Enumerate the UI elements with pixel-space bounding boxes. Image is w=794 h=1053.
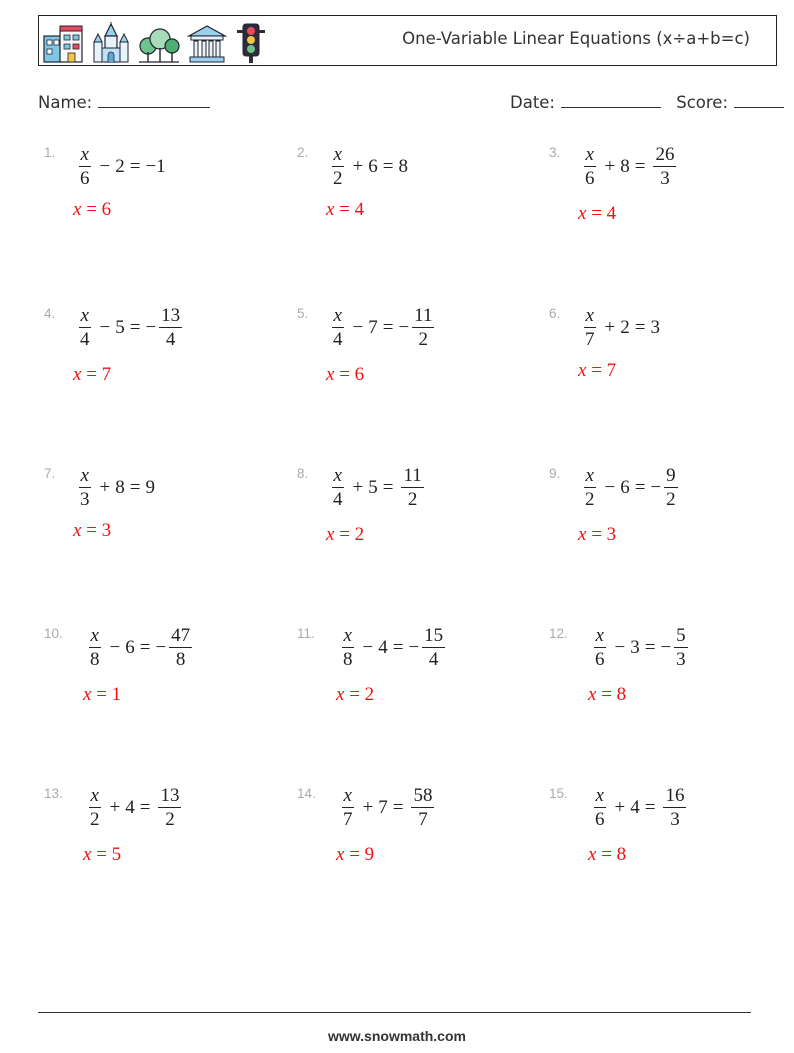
rhs-sign: −	[408, 636, 420, 658]
rhs-fraction	[663, 786, 686, 829]
answer-value: = 8	[596, 684, 627, 705]
problem-number: 2.	[297, 145, 309, 160]
operator: +	[352, 155, 364, 177]
lhs-fraction	[331, 145, 345, 188]
variable-x: x	[333, 305, 342, 326]
problem-item	[549, 626, 789, 746]
variable-x: x	[585, 465, 594, 486]
lhs-fraction	[331, 466, 345, 509]
trees-icon	[137, 22, 181, 64]
operator: +	[352, 476, 364, 498]
problem-number: 13.	[44, 786, 63, 801]
problem-item	[297, 626, 537, 746]
lhs-denominator: 6	[595, 809, 605, 830]
answer-value: = 1	[91, 684, 122, 705]
equation	[85, 786, 184, 829]
rhs-fraction	[411, 786, 434, 829]
constant-b: 4	[630, 796, 640, 818]
constant-b: 2	[620, 316, 630, 338]
rhs-numerator: 13	[160, 785, 180, 806]
operator: −	[99, 316, 111, 338]
answer-variable: x	[578, 360, 587, 381]
constant-b: 8	[620, 155, 630, 177]
problem-number: 1.	[44, 145, 56, 160]
problem-number: 4.	[44, 306, 56, 321]
variable-x: x	[90, 785, 99, 806]
variable-x: x	[343, 785, 352, 806]
problem-number: 14.	[297, 786, 316, 801]
equals-sign: =	[129, 476, 141, 498]
variable-x: x	[595, 625, 604, 646]
constant-b: 5	[368, 476, 378, 498]
date-label: Date:	[510, 93, 555, 112]
lhs-denominator: 6	[585, 168, 595, 189]
answer-variable: x	[578, 524, 587, 545]
equation	[580, 306, 660, 349]
operator: +	[604, 155, 616, 177]
equation	[338, 626, 448, 669]
rhs-denominator: 4	[165, 329, 176, 350]
equals-sign: =	[392, 636, 404, 658]
lhs-fraction	[88, 626, 102, 669]
constant-b: 6	[620, 476, 630, 498]
operator: +	[362, 796, 374, 818]
equation	[75, 145, 166, 188]
variable-x: x	[90, 625, 99, 646]
lhs-fraction	[593, 626, 607, 669]
answer	[73, 364, 111, 386]
problem-item	[297, 786, 537, 906]
equation	[75, 466, 155, 509]
equation	[580, 466, 681, 509]
operator: −	[99, 155, 111, 177]
answer	[578, 524, 616, 546]
lhs-fraction	[583, 145, 597, 188]
equation	[328, 306, 437, 349]
rhs-sign: −	[155, 636, 167, 658]
problem-number: 7.	[44, 466, 56, 481]
rhs-denominator: 4	[428, 649, 439, 670]
problem-number: 15.	[549, 786, 568, 801]
problem-number: 3.	[549, 145, 561, 160]
answer-value: = 4	[586, 203, 617, 224]
answer	[588, 844, 626, 866]
problem-item	[44, 466, 284, 586]
variable-x: x	[80, 144, 89, 165]
rhs-denominator: 8	[175, 649, 186, 670]
problem-item	[297, 466, 537, 586]
lhs-denominator: 2	[90, 809, 100, 830]
lhs-denominator: 4	[333, 489, 343, 510]
rhs-fraction	[674, 626, 688, 669]
problem-item	[44, 145, 284, 265]
constant-b: 7	[368, 316, 378, 338]
answer-variable: x	[73, 364, 82, 385]
problem-item	[44, 626, 284, 746]
lhs-denominator: 2	[585, 489, 595, 510]
rhs-numerator: 58	[413, 785, 433, 806]
rhs-fraction	[169, 626, 192, 669]
rhs-value: 3	[650, 316, 660, 338]
answer-variable: x	[83, 684, 92, 705]
answer-variable: x	[326, 199, 335, 220]
equation	[580, 145, 679, 188]
answer	[73, 520, 111, 542]
rhs-numerator: 11	[414, 305, 433, 326]
rhs-denominator: 3	[676, 649, 686, 670]
lhs-fraction	[341, 786, 355, 829]
equation	[328, 145, 408, 188]
constant-b: 3	[630, 636, 640, 658]
problem-item	[44, 306, 284, 426]
lhs-fraction	[583, 466, 597, 509]
lhs-denominator: 3	[80, 489, 90, 510]
rhs-numerator: 11	[403, 465, 422, 486]
constant-b: 4	[378, 636, 388, 658]
rhs-fraction	[412, 306, 434, 349]
rhs-numerator: 5	[676, 625, 686, 646]
answer	[73, 199, 111, 221]
variable-x: x	[80, 465, 89, 486]
answer-variable: x	[578, 203, 587, 224]
answer-variable: x	[326, 364, 335, 385]
variable-x: x	[585, 305, 594, 326]
answer-value: = 3	[81, 520, 112, 541]
date-score-fields	[510, 93, 784, 112]
lhs-denominator: 6	[80, 168, 90, 189]
operator: +	[614, 796, 626, 818]
operator: +	[604, 316, 616, 338]
answer	[83, 844, 121, 866]
answer-value: = 7	[586, 360, 617, 381]
lhs-fraction	[593, 786, 607, 829]
answer	[83, 684, 121, 706]
answer-value: = 6	[81, 199, 112, 220]
equals-sign: =	[139, 796, 151, 818]
answer-value: = 9	[344, 844, 375, 865]
operator: −	[614, 636, 626, 658]
lhs-fraction	[583, 306, 597, 349]
lhs-denominator: 7	[585, 329, 595, 350]
equation	[75, 306, 185, 349]
constant-b: 6	[368, 155, 378, 177]
problem-number: 9.	[549, 466, 561, 481]
answer	[336, 684, 374, 706]
answer-variable: x	[73, 520, 82, 541]
equals-sign: =	[634, 155, 646, 177]
lhs-fraction	[341, 626, 355, 669]
rhs-denominator: 2	[165, 809, 175, 830]
problem-item	[297, 306, 537, 426]
lhs-fraction	[78, 145, 92, 188]
equals-sign: =	[392, 796, 404, 818]
equals-sign: =	[382, 476, 394, 498]
equals-sign: =	[382, 316, 394, 338]
name-label: Name:	[38, 93, 93, 112]
answer-value: = 8	[596, 844, 627, 865]
variable-x: x	[333, 465, 342, 486]
rhs-denominator: 2	[418, 329, 429, 350]
rhs-numerator: 47	[171, 625, 191, 646]
rhs-value: 8	[398, 155, 408, 177]
lhs-denominator: 8	[343, 649, 353, 670]
answer-value: = 2	[344, 684, 375, 705]
rhs-numerator: 16	[665, 785, 685, 806]
equals-sign: =	[129, 155, 141, 177]
lhs-denominator: 8	[90, 649, 100, 670]
answer-variable: x	[83, 844, 92, 865]
answer	[588, 684, 626, 706]
problem-number: 8.	[297, 466, 309, 481]
operator: −	[109, 636, 121, 658]
constant-b: 8	[115, 476, 125, 498]
answer-value: = 4	[334, 199, 365, 220]
constant-b: 6	[125, 636, 135, 658]
rhs-fraction	[158, 786, 181, 829]
constant-b: 5	[115, 316, 125, 338]
problem-number: 10.	[44, 626, 63, 641]
rhs-fraction	[159, 306, 182, 349]
footer-divider	[38, 1012, 751, 1013]
lhs-fraction	[78, 466, 92, 509]
church-icon	[91, 22, 131, 64]
operator: −	[362, 636, 374, 658]
problem-number: 11.	[297, 626, 315, 641]
answer	[326, 199, 364, 221]
header-icons	[43, 20, 269, 64]
worksheet-header	[38, 15, 777, 66]
buildings-icon	[43, 22, 85, 64]
rhs-sign: −	[650, 476, 662, 498]
answer	[326, 364, 364, 386]
variable-x: x	[333, 144, 342, 165]
lhs-fraction	[331, 306, 345, 349]
answer-value: = 5	[91, 844, 122, 865]
operator: −	[352, 316, 364, 338]
lhs-fraction	[88, 786, 102, 829]
name-blank[interactable]	[98, 93, 210, 108]
rhs-denominator: 3	[670, 809, 680, 830]
rhs-denominator: 7	[418, 809, 428, 830]
traffic-light-icon	[233, 22, 269, 64]
equation	[85, 626, 195, 669]
equals-sign: =	[382, 155, 394, 177]
equals-sign: =	[129, 316, 141, 338]
equals-sign: =	[644, 796, 656, 818]
variable-x: x	[343, 625, 352, 646]
name-field[interactable]	[38, 93, 210, 112]
lhs-denominator: 4	[333, 329, 343, 350]
lhs-fraction	[78, 306, 92, 349]
answer-value: = 6	[334, 364, 365, 385]
equals-sign: =	[634, 316, 646, 338]
answer-value: = 2	[334, 524, 365, 545]
equation	[590, 626, 691, 669]
rhs-sign: −	[145, 316, 157, 338]
constant-b: 2	[115, 155, 125, 177]
equation	[338, 786, 437, 829]
answer-variable: x	[73, 199, 82, 220]
problem-item	[549, 786, 789, 906]
rhs-fraction	[653, 145, 676, 188]
rhs-fraction	[664, 466, 678, 509]
problem-item	[297, 145, 537, 265]
answer	[578, 360, 616, 382]
answer-variable: x	[326, 524, 335, 545]
rhs-denominator: 2	[407, 489, 418, 510]
answer-value: = 3	[586, 524, 617, 545]
equals-sign: =	[634, 476, 646, 498]
lhs-denominator: 6	[595, 649, 605, 670]
variable-x: x	[585, 144, 594, 165]
problem-item	[549, 306, 789, 426]
problem-item	[549, 145, 789, 265]
operator: +	[99, 476, 111, 498]
answer	[326, 524, 364, 546]
rhs-numerator: 9	[666, 465, 676, 486]
answer-variable: x	[588, 844, 597, 865]
footer-url[interactable]: www.snowmath.com	[328, 1028, 466, 1044]
lhs-denominator: 2	[333, 168, 343, 189]
rhs-sign: −	[398, 316, 410, 338]
problem-number: 6.	[549, 306, 561, 321]
score-label: Score:	[676, 93, 729, 112]
rhs-fraction	[401, 466, 423, 509]
rhs-sign: −	[660, 636, 672, 658]
rhs-denominator: 3	[660, 168, 670, 189]
rhs-denominator: 2	[666, 489, 676, 510]
answer	[336, 844, 374, 866]
lhs-denominator: 7	[343, 809, 353, 830]
worksheet-title: One-Variable Linear Equations (x÷a+b=c)	[402, 29, 750, 48]
variable-x: x	[595, 785, 604, 806]
answer-variable: x	[336, 844, 345, 865]
operator: +	[109, 796, 121, 818]
problem-item	[549, 466, 789, 586]
variable-x: x	[80, 305, 89, 326]
answer-variable: x	[588, 684, 597, 705]
operator: −	[604, 476, 616, 498]
lhs-denominator: 4	[80, 329, 90, 350]
equals-sign: =	[139, 636, 151, 658]
rhs-numerator: 13	[161, 305, 181, 326]
rhs-numerator: 26	[655, 144, 675, 165]
constant-b: 4	[125, 796, 135, 818]
answer	[578, 203, 616, 225]
answer-variable: x	[336, 684, 345, 705]
constant-b: 7	[378, 796, 388, 818]
rhs-fraction	[422, 626, 445, 669]
museum-icon	[187, 22, 227, 64]
problem-item	[44, 786, 284, 906]
problem-number: 5.	[297, 306, 309, 321]
rhs-value: −1	[145, 155, 166, 177]
date-blank[interactable]	[561, 93, 661, 108]
answer-value: = 7	[81, 364, 112, 385]
problem-number: 12.	[549, 626, 568, 641]
rhs-numerator: 15	[424, 625, 444, 646]
equation	[590, 786, 689, 829]
equals-sign: =	[644, 636, 656, 658]
equation	[328, 466, 427, 509]
score-blank[interactable]	[734, 93, 784, 108]
rhs-value: 9	[145, 476, 155, 498]
